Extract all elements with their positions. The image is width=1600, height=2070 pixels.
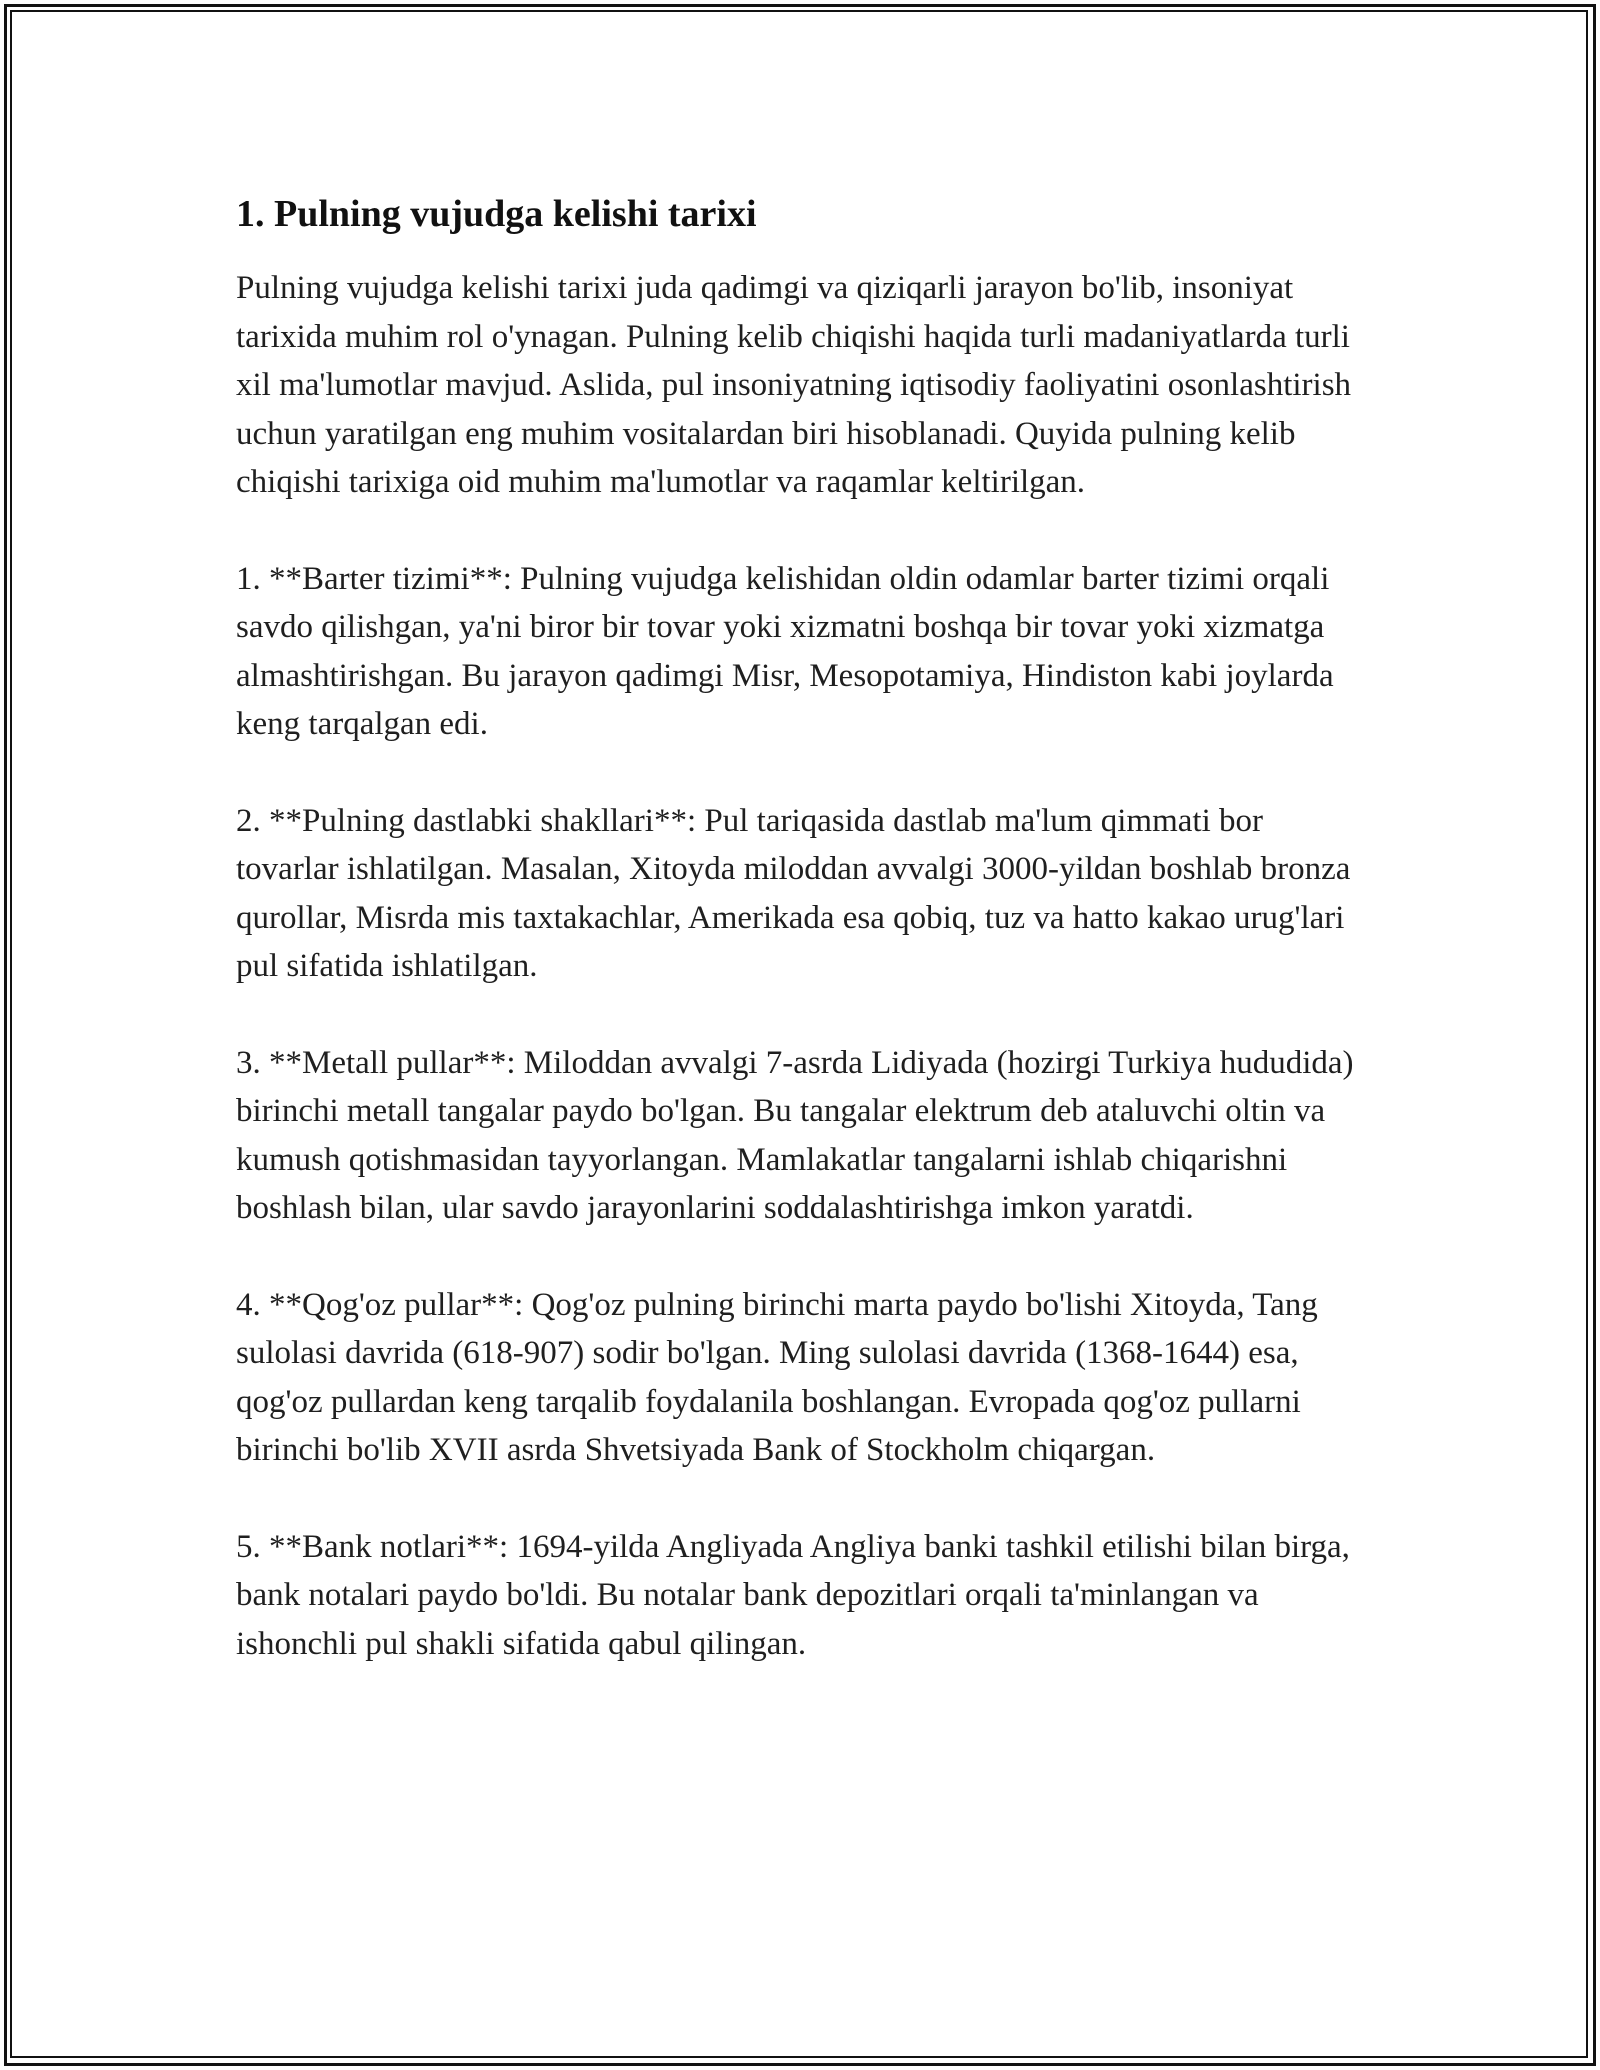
document-body xyxy=(236,186,1366,1716)
list-item-bank-notes: 5. **Bank notlari**: 1694-yilda Angliyada Angliya banki tashkil etilishi bilan birga, bank notalari paydo bo'ldi. Bu notalar bank depozitlari orqali ta'minlangan va ishonchli pul shakli sifatida qabul qilingan. xyxy=(236,1528,1350,1662)
intro-paragraph: Pulning vujudga kelishi tarixi juda qadimgi va qiziqarli jarayon bo'lib, insoniyat tarixida muhim rol o'ynagan. Pulning kelib chiqishi haqida turli madaniyatlarda turli xil ma'lumotlar mavjud. Aslida, pul insoniyatning iqtisodiy faoliyatini osonlashtirish uchun yaratilgan eng muhim vositalardan biri hisoblanadi. Quyida pulning kelib chiqishi tarixiga oid muhim ma'lumotlar va raqamlar keltirilgan. xyxy=(236,270,1352,500)
list-item-metal-money: 3. **Metall pullar**: Miloddan avvalgi 7-asrda Lidiyada (hozirgi Turkiya hududida) birinchi metall tangalar paydo bo'lgan. Bu tangalar elektrum deb ataluvchi oltin va kumush qotishmasidan tayyorlangan. Mamlakatlar tangalarni ishlab chiqarishni boshlash bilan, ular savdo jarayonlarini soddalashtirishga imkon yaratdi. xyxy=(236,1044,1354,1226)
list-item-early-forms: 2. **Pulning dastlabki shakllari**: Pul tariqasida dastlab ma'lum qimmati bor tovarlar ishlatilgan. Masalan, Xitoyda miloddan avvalgi 3000-yildan boshlab bronza qurollar, Misrda mis taxtakachlar, Amerikada esa qobiq, tuz va hatto kakao urug'lari pul sifatida ishlatilgan. xyxy=(236,802,1351,984)
list-item-barter: 1. **Barter tizimi**: Pulning vujudga kelishidan oldin odamlar barter tizimi orqali savdo qilishgan, ya'ni biror bir tovar yoki xizmatni boshqa bir tovar yoki xizmatga almashtirishgan. Bu jarayon qadimgi Misr, Mesopotamiya, Hindiston kabi joylarda keng tarqalgan edi. xyxy=(236,560,1334,742)
list-item-paper-money: 4. **Qog'oz pullar**: Qog'oz pulning birinchi marta paydo bo'lishi Xitoyda, Tang sulolasi davrida (618-907) sodir bo'lgan. Ming sulolasi davrida (1368-1644) esa, qog'oz pullardan keng tarqalib foydalanila boshlangan. Evropada qog'oz pullarni birinchi bo'lib XVII asrda Shvetsiyada Bank of Stockholm chiqargan. xyxy=(236,1286,1318,1468)
section-title: 1. Pulning vujudga kelishi tarixi xyxy=(236,193,757,235)
